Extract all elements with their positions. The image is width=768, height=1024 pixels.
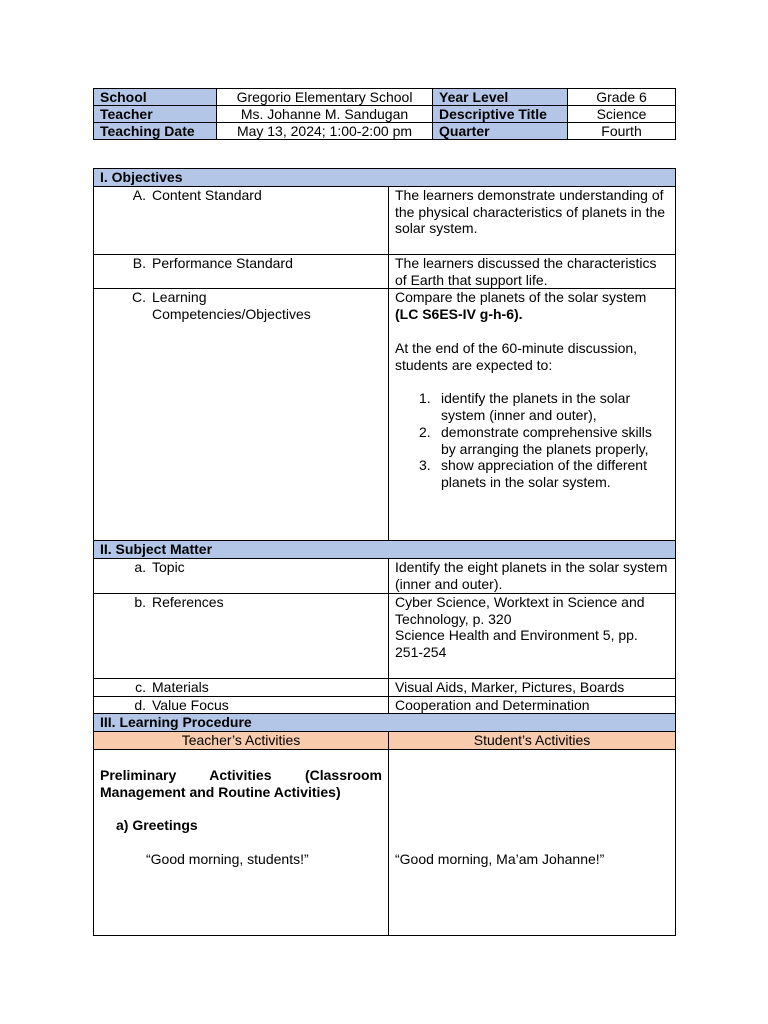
item-label-cont: Competencies/Objectives — [152, 306, 311, 323]
topic-value: Identify the eight planets in the solar system (inner and outer). — [389, 559, 676, 594]
subject-matter-heading: II. Subject Matter — [94, 541, 676, 559]
teacher-value: Ms. Johanne M. Sandugan — [217, 106, 433, 123]
quarter-label: Quarter — [433, 123, 568, 140]
list-item: 2. demonstrate comprehensive skills by arranging the planets properly, — [419, 423, 652, 457]
competency-text: Compare the planets of the solar system — [395, 289, 647, 306]
item-letter: A. — [132, 186, 146, 203]
item-letter: B. — [132, 254, 146, 271]
objectives-list — [395, 390, 669, 491]
content-standard-value: The learners demonstrate understanding of the physical characteristics of planets in the solar system. — [389, 186, 676, 254]
learning-procedure-heading: III. Learning Procedure — [94, 714, 676, 732]
materials-label: c. Materials — [94, 678, 389, 696]
school-value: Gregorio Elementary School — [217, 89, 433, 106]
teaching-date-label: Teaching Date — [94, 123, 217, 140]
value-focus-label: d. Value Focus — [94, 696, 389, 714]
objectives-intro: At the end of the 60-minute discussion, students are expected to: — [395, 339, 638, 373]
item-label: Learning — [152, 289, 207, 306]
school-label: School — [94, 89, 217, 106]
objectives-heading: I. Objectives — [94, 169, 676, 187]
greetings-heading: a) Greetings — [116, 817, 198, 834]
teacher-activities-cell — [94, 749, 389, 935]
preliminary-activities: Preliminary Activities (Classroom Management and Routine Activities) — [100, 766, 382, 800]
descriptive-title-value: Science — [568, 106, 676, 123]
list-item: 1. identify the planets in the solar system (inner and outer), — [419, 390, 631, 423]
competency-code: (LC S6ES-IV g-h-6). — [395, 306, 523, 323]
performance-standard-value: The learners discussed the characteristics of Earth that support life. — [389, 254, 676, 289]
teacher-greeting: “Good morning, students!” — [146, 850, 309, 867]
teacher-activities-header: Teacher’s Activities — [94, 732, 389, 750]
topic-label: a. Topic — [94, 559, 389, 594]
lesson-plan-table — [93, 168, 676, 936]
reference-1: Cyber Science, Worktext in Science and Technology, p. 320 — [395, 593, 645, 627]
item-label: Performance Standard — [152, 254, 293, 271]
item-label: Content Standard — [152, 186, 262, 203]
student-activities-header: Student’s Activities — [389, 732, 676, 750]
references-value — [389, 593, 676, 678]
descriptive-title-label: Descriptive Title — [433, 106, 568, 123]
teacher-label: Teacher — [94, 106, 217, 123]
learning-competencies-label — [94, 289, 389, 541]
content-standard-label — [94, 186, 389, 254]
value-focus-value: Cooperation and Determination — [389, 696, 676, 714]
performance-standard-label — [94, 254, 389, 289]
reference-2: Science Health and Environment 5, pp. 251-254 — [395, 627, 638, 661]
student-greeting: “Good morning, Ma’am Johanne!” — [395, 850, 605, 867]
lesson-info-table — [93, 88, 676, 140]
learning-competencies-value — [389, 289, 676, 541]
item-letter: C. — [132, 289, 146, 306]
year-level-value: Grade 6 — [568, 89, 676, 106]
teaching-date-value: May 13, 2024; 1:00-2:00 pm — [217, 123, 433, 140]
list-item: 3. show appreciation of the different planets in the solar system. — [419, 457, 647, 491]
materials-value: Visual Aids, Marker, Pictures, Boards — [389, 678, 676, 696]
quarter-value: Fourth — [568, 123, 676, 140]
references-label: b. References — [94, 593, 389, 678]
year-level-label: Year Level — [433, 89, 568, 106]
student-activities-cell — [389, 749, 676, 935]
